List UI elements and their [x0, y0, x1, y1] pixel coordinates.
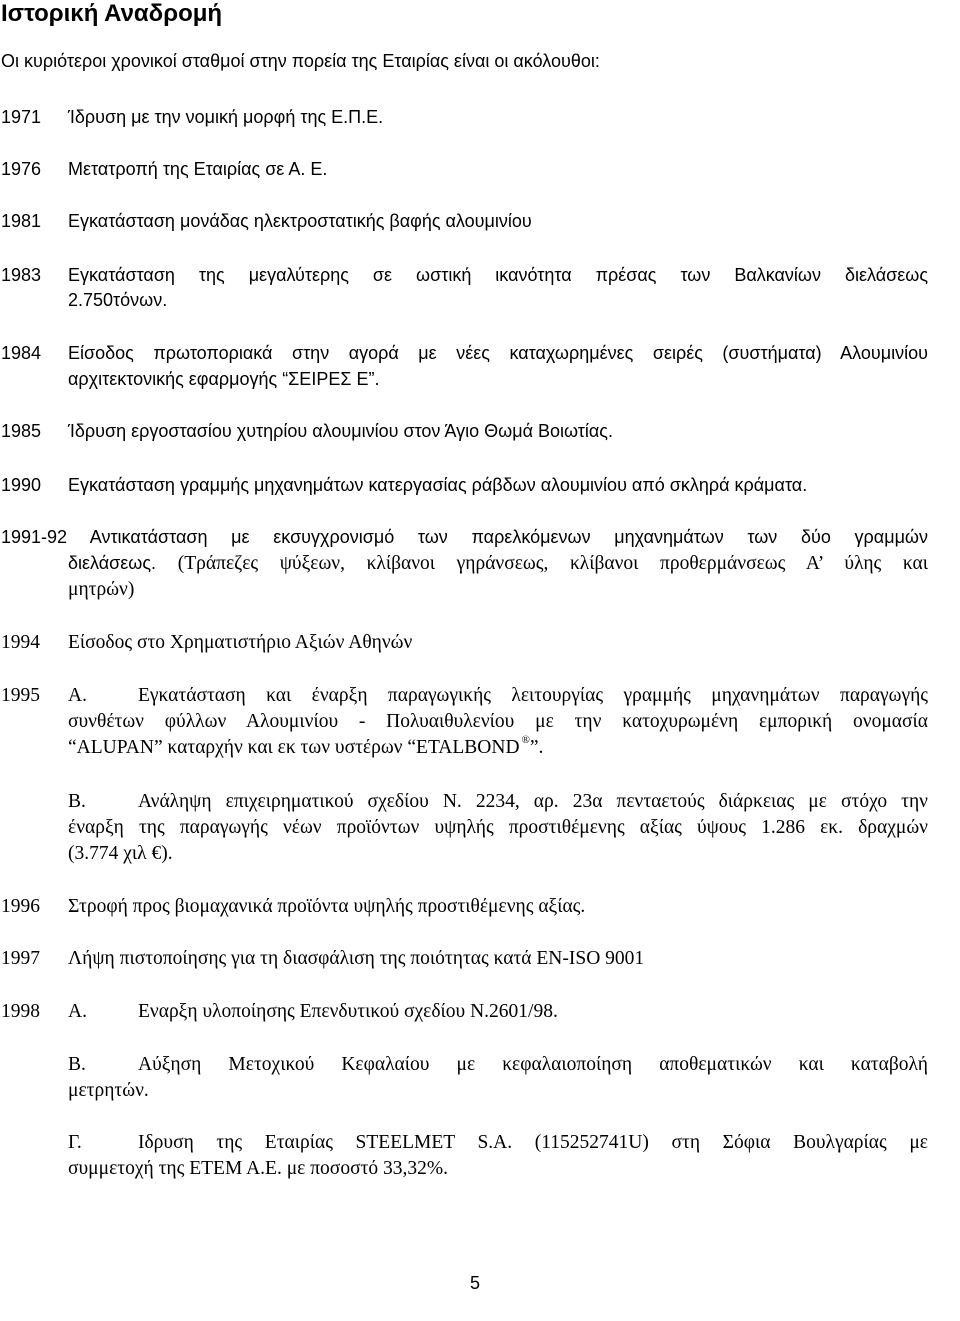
- entry-1983: [1, 262, 928, 288]
- entry-text-line-3: [68, 735, 543, 763]
- entry-year: 1991-92: [1, 527, 68, 547]
- entry-1997: [1, 946, 928, 972]
- entry-text-line-1: Αύξηση Μετοχικού Κεφαλαίου με κεφαλαιοποίηση αποθεματικών και καταβολή: [138, 1054, 928, 1075]
- entry-text-serif: (Τράπεζες ψύξεων, κλίβανοι γηράνσεως, κλίβανοι προθερμάνσεως Α’ ύλης και: [177, 553, 928, 574]
- entry-year: 1990: [1, 475, 42, 495]
- entry-year: 1983: [1, 265, 42, 285]
- entry-text-line-1: Είσοδος πρωτοποριακά στην αγορά με νέες καταχωρημένες σειρές (συστήματα) Αλουμινίου: [68, 343, 928, 363]
- entry-text-line-2: συμμετοχή της ΕΤΕΜ Α.Ε. με ποσοστό 33,32%.: [68, 1158, 449, 1179]
- entry-year: 1997: [1, 948, 40, 969]
- entry-sub-label: Β.: [68, 791, 86, 812]
- entry-year: 1976: [1, 159, 42, 179]
- entry-year: 1995: [1, 685, 40, 706]
- entry-year: 1984: [1, 343, 42, 363]
- entry-text-line-1: [1, 524, 928, 550]
- entry-1971: [1, 104, 928, 130]
- entry-sub-label: Α.: [68, 1001, 87, 1022]
- entry-year: 1996: [1, 896, 40, 917]
- entry-text-line-2: [68, 550, 928, 577]
- entry-1995: [1, 683, 928, 709]
- entry-1994: [1, 630, 928, 656]
- page-number: 5: [470, 1273, 481, 1293]
- entry-1984: [1, 340, 928, 366]
- entry-text-line-2: 2.750τόνων.: [68, 290, 168, 310]
- entry-year: 1994: [1, 632, 40, 653]
- entry-text-line-3: (3.774 χιλ €).: [68, 843, 173, 864]
- entry-text-end: ”.: [529, 737, 544, 758]
- entry-sub-label: Γ.: [68, 1132, 82, 1153]
- entry-1998: [1, 999, 928, 1025]
- page-title: Ιστορική Αναδρομή: [1, 0, 223, 27]
- entry-1976: [1, 156, 928, 182]
- entry-text-line-2: έναρξη της παραγωγής νέων προϊόντων υψηλής προστιθέμενης αξίας ύψους 1.286 εκ. δραχμών: [68, 817, 928, 838]
- entry-text: Στροφή προς βιομαχανικά προϊόντα υψηλής προστιθέμενης αξίας.: [68, 896, 586, 917]
- entry-year: 1971: [1, 107, 42, 127]
- intro-text: Οι κυριότεροι χρονικοί σταθμοί στην πορεία της Εταιρίας είναι οι ακόλουθοι:: [1, 51, 600, 71]
- entry-text: Εναρξη υλοποίησης Επενδυτικού σχεδίου Ν.2601/98.: [138, 1001, 558, 1022]
- entry-1990: [1, 472, 928, 498]
- entry-text-line-2: συνθέτων φύλλων Αλουμινίου - Πολυαιθυλενίου με την κατοχυρωμένη εμπορική ονομασία: [68, 711, 928, 732]
- entry-text-line-1: Ιδρυση της Εταιρίας STEELMET S.A. (115252741U) στη Σόφια Βουλγαρίας με: [138, 1132, 928, 1153]
- entry-text: “ALUPAN” καταρχήν και εκ των υστέρων “ETALBOND: [68, 737, 520, 758]
- entry-text-sans: διελάσεως.: [68, 553, 157, 573]
- entry-1985: [1, 418, 928, 444]
- entry-text-line-1: Ανάληψη επιχειρηματικού σχεδίου Ν. 2234, αρ. 23α πενταετούς διάρκειας με στόχο την: [138, 791, 928, 812]
- entry-1996: [1, 894, 928, 920]
- entry-text-line-3: μητρών): [68, 579, 135, 600]
- entry-text: Ίδρυση εργοστασίου χυτηρίου αλουμινίου στον Άγιο Θωμά Βοιωτίας.: [68, 421, 613, 441]
- entry-text: Εγκατάσταση γραμμής μηχανημάτων κατεργασίας ράβδων αλουμινίου από σκληρά κράματα.: [68, 475, 808, 495]
- entry-text: Μετατροπή της Εταιρίας σε Α. Ε.: [68, 159, 328, 179]
- entry-text-line-1: Εγκατάσταση και έναρξη παραγωγικής λειτουργίας γραμμής μηχανημάτων παραγωγής: [138, 685, 928, 706]
- entry-text-line-1: Εγκατάσταση της μεγαλύτερης σε ωστική ικανότητα πρέσας των Βαλκανίων διελάσεως: [68, 265, 928, 285]
- entry-text-line-2: αρχιτεκτονικής εφαρμογής “ΣΕΙΡΕΣ Ε”.: [68, 369, 380, 389]
- entry-1981: [1, 208, 928, 234]
- entry-text: Είσοδος στο Χρηματιστήριο Αξιών Αθηνών: [68, 632, 413, 653]
- entry-sub-label: Α.: [68, 685, 87, 706]
- entry-year: 1998: [1, 1001, 40, 1022]
- entry-year: 1985: [1, 421, 42, 441]
- entry-text-line-2: μετρητών.: [68, 1080, 149, 1101]
- entry-sub-label: Β.: [68, 1054, 86, 1075]
- entry-text: Εγκατάσταση μονάδας ηλεκτροστατικής βαφής αλουμινίου: [68, 211, 532, 231]
- entry-text: Λήψη πιστοποίησης για τη διασφάλιση της ποιότητας κατά EN-ISO 9001: [68, 948, 645, 969]
- entry-text: Ίδρυση με την νομική μορφή της Ε.Π.Ε.: [68, 107, 384, 127]
- entry-year: 1981: [1, 211, 42, 231]
- entry-text: Αντικατάσταση με εκσυγχρονισμό των παρελκόμενων μηχανημάτων των δύο γραμμών: [89, 527, 928, 547]
- registered-mark: ®: [521, 734, 530, 746]
